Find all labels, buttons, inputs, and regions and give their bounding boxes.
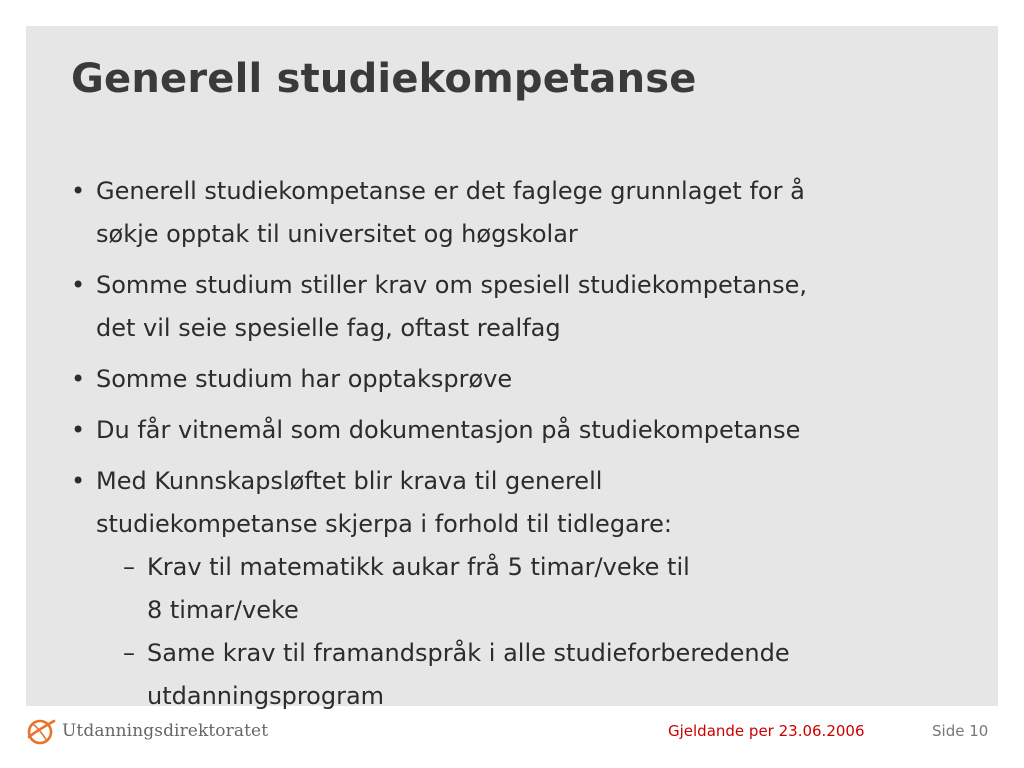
bullet-list [71, 170, 951, 726]
bullet-item [71, 409, 951, 452]
bullet-line: Somme studium har opptaksprøve [96, 365, 513, 393]
sub-bullet-item [123, 632, 951, 718]
bullet-line: Generell studiekompetanse er det faglege grunnlaget for å [96, 177, 805, 205]
organization-logo [26, 712, 268, 750]
bullet-marker: • [71, 365, 86, 393]
slide-title: Generell studiekompetanse [71, 56, 697, 102]
sub-bullet-marker: – [123, 553, 135, 581]
bullet-marker: • [71, 177, 86, 205]
bullet-text [96, 170, 951, 256]
bullet-item [71, 358, 951, 401]
bullet-marker: • [71, 416, 86, 444]
bullet-text [96, 409, 951, 452]
footer-date: Gjeldande per 23.06.2006 [668, 722, 865, 740]
bullet-marker: • [71, 467, 86, 495]
bullet-item [71, 460, 951, 718]
sub-bullet-item [123, 546, 951, 632]
logo-text: Utdanningsdirektoratet [62, 721, 269, 741]
logo-mark-icon [26, 715, 56, 747]
bullet-line: Somme studium stiller krav om spesiell studiekompetanse, [96, 271, 808, 299]
sub-bullet-line: Same krav til framandspråk i alle studieforberedende [147, 639, 790, 667]
bullet-line: det vil seie spesielle fag, oftast realfag [96, 314, 561, 342]
bullet-text [96, 358, 951, 401]
sub-bullet-line: utdanningsprogram [147, 682, 385, 710]
bullet-line: Med Kunnskapsløftet blir krava til generell [96, 467, 603, 495]
bullet-marker: • [71, 271, 86, 299]
bullet-item [71, 170, 951, 256]
page-number: Side 10 [932, 722, 989, 740]
sub-bullet-marker: – [123, 639, 135, 667]
bullet-text [96, 460, 951, 546]
bullet-text [96, 264, 951, 350]
sub-bullet-line: Krav til matematikk aukar frå 5 timar/veke til [147, 553, 690, 581]
bullet-item [71, 264, 951, 350]
bullet-line: Du får vitnemål som dokumentasjon på studiekompetanse [96, 416, 801, 444]
sub-bullet-list [96, 546, 951, 718]
sub-bullet-line: 8 timar/veke [147, 596, 299, 624]
bullet-line: studiekompetanse skjerpa i forhold til tidlegare: [96, 510, 672, 538]
bullet-line: søkje opptak til universitet og høgskolar [96, 220, 578, 248]
